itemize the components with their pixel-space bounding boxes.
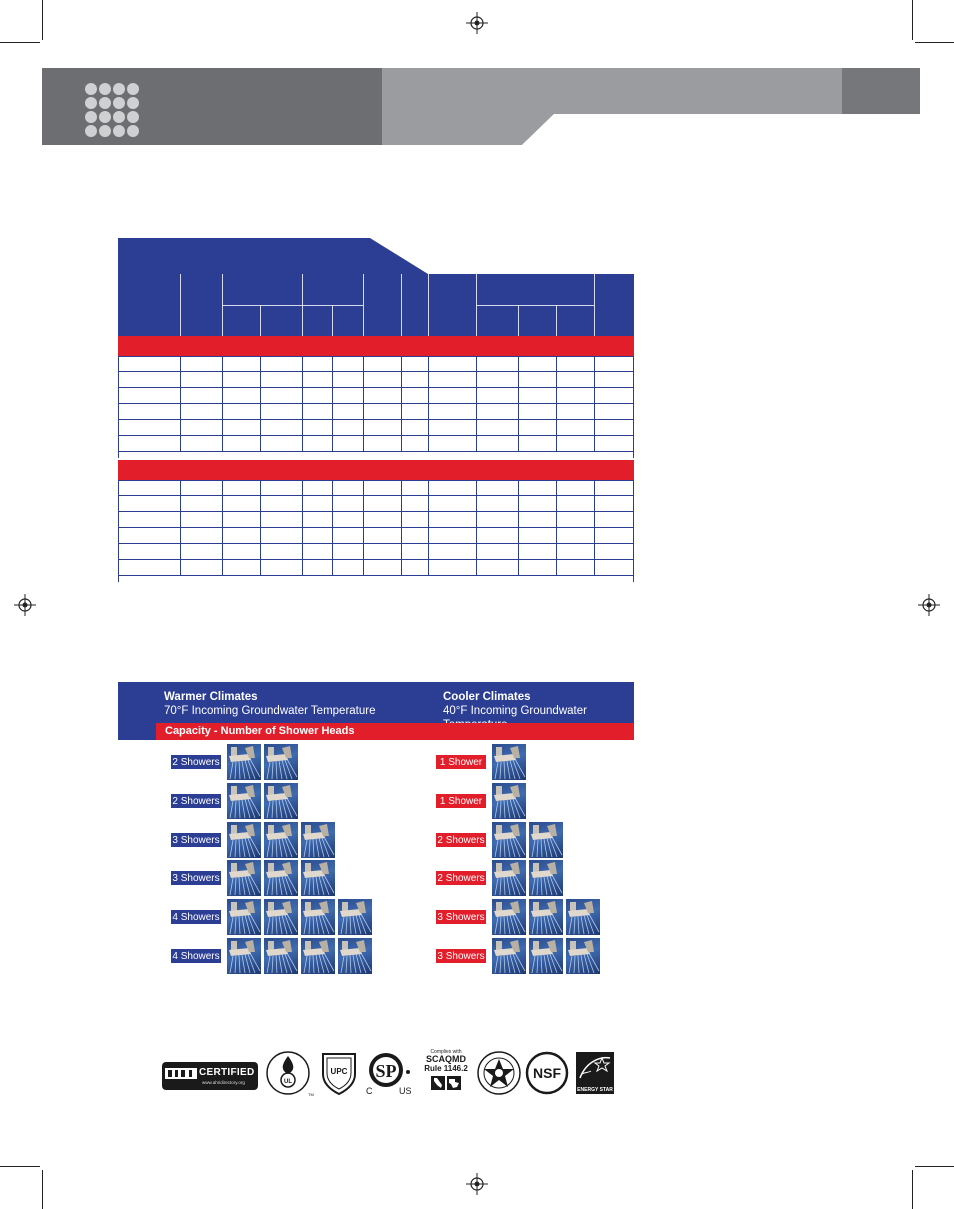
table-cell-divider — [302, 544, 303, 560]
shower-head-icon — [264, 899, 298, 935]
ahri-site: www.ahridirectory.org — [202, 1080, 245, 1085]
climate-header — [118, 682, 634, 723]
table-cell-divider — [556, 544, 557, 560]
warmer-climate-subtitle: 70°F Incoming Groundwater Temperature — [164, 705, 376, 717]
shower-head-icon — [301, 822, 335, 858]
cooler-capacity-row — [435, 822, 635, 858]
table-cell-divider — [476, 496, 477, 512]
table-cell-divider — [222, 357, 223, 373]
table-cell-divider — [332, 496, 333, 512]
table-row — [118, 436, 634, 452]
table-cell-divider — [518, 496, 519, 512]
star-seal-logo — [476, 1050, 522, 1096]
crop-mark — [42, 1170, 43, 1209]
shower-head-icon — [227, 744, 261, 780]
shower-head-icon — [338, 938, 372, 974]
table-cell-divider — [363, 481, 364, 497]
star-seal-icon — [476, 1050, 522, 1096]
table-cell-divider — [594, 372, 595, 388]
table-cell-divider — [260, 560, 261, 576]
table-cell-divider — [302, 436, 303, 452]
table-cell-divider — [332, 357, 333, 373]
table-cell-divider — [518, 357, 519, 373]
table-cell-divider — [260, 404, 261, 420]
table-cell-divider — [594, 420, 595, 436]
scaqmd-line3: Rule 1146.2 — [424, 1064, 468, 1073]
table-cell-divider — [260, 357, 261, 373]
table-cell-divider — [180, 481, 181, 497]
table-row — [118, 480, 634, 496]
table-cell-divider — [302, 496, 303, 512]
cooler-capacity-row — [435, 860, 635, 896]
table-cell-divider — [401, 404, 402, 420]
table-cell-divider — [401, 357, 402, 373]
table-cell-divider — [302, 481, 303, 497]
warmer-shower-count-label: 4 Showers — [170, 909, 222, 925]
scaqmd-logo — [424, 1049, 468, 1099]
table-cell-divider — [260, 481, 261, 497]
table-cell-divider — [594, 481, 595, 497]
table-cell-divider — [180, 544, 181, 560]
table-cell-divider — [428, 388, 429, 404]
table-cell-divider — [401, 560, 402, 576]
table-cell-divider — [476, 420, 477, 436]
table-cell-divider — [332, 512, 333, 528]
shower-head-icon — [529, 822, 563, 858]
table-cell-divider — [556, 528, 557, 544]
spec-table-section-band — [118, 336, 634, 356]
shower-head-icon — [264, 860, 298, 896]
table-row — [118, 544, 634, 560]
table-cell-divider — [401, 436, 402, 452]
table-cell-divider — [518, 372, 519, 388]
table-cell-divider — [518, 528, 519, 544]
table-cell-divider — [428, 372, 429, 388]
table-row — [118, 512, 634, 528]
nsf-seal-icon — [526, 1051, 568, 1095]
crop-mark — [42, 0, 43, 40]
table-cell-divider — [556, 388, 557, 404]
table-cell-divider — [556, 436, 557, 452]
shower-head-icon — [492, 822, 526, 858]
table-cell-divider — [180, 357, 181, 373]
table-cell-divider — [222, 388, 223, 404]
registration-mark-icon — [466, 12, 488, 34]
header-cut-shape — [382, 68, 920, 145]
warmer-capacity-row — [170, 822, 390, 858]
table-cell-divider — [401, 481, 402, 497]
table-cell-divider — [302, 528, 303, 544]
shower-head-icon — [227, 938, 261, 974]
registration-mark-icon — [918, 594, 940, 616]
table-cell-divider — [556, 512, 557, 528]
table-cell-divider — [332, 528, 333, 544]
svg-text:TM: TM — [308, 1092, 314, 1097]
table-cell-divider — [594, 496, 595, 512]
table-cell-divider — [260, 544, 261, 560]
table-cell-divider — [476, 404, 477, 420]
table-cell-divider — [401, 544, 402, 560]
table-cell-divider — [428, 357, 429, 373]
table-cell-divider — [302, 512, 303, 528]
table-cell-divider — [518, 512, 519, 528]
table-cell-divider — [260, 420, 261, 436]
table-cell-divider — [363, 544, 364, 560]
table-cell-divider — [332, 404, 333, 420]
shower-head-icon — [227, 899, 261, 935]
table-cell-divider — [222, 496, 223, 512]
table-cell-divider — [594, 404, 595, 420]
table-cell-divider — [428, 436, 429, 452]
energy-star-logo — [576, 1052, 614, 1094]
table-cell-divider — [260, 512, 261, 528]
crop-mark — [912, 0, 913, 40]
warmer-capacity-row — [170, 783, 390, 819]
table-cell-divider — [556, 420, 557, 436]
spec-table-section-band — [118, 460, 634, 480]
table-cell-divider — [476, 560, 477, 576]
table-row — [118, 372, 634, 388]
table-cell-divider — [180, 388, 181, 404]
shower-head-icon — [227, 783, 261, 819]
scaqmd-line1: Complies with — [430, 1049, 462, 1055]
warmer-capacity-row — [170, 899, 390, 935]
table-cell-divider — [180, 528, 181, 544]
shower-head-icon — [338, 899, 372, 935]
shower-head-icon — [492, 899, 526, 935]
table-cell-divider — [180, 436, 181, 452]
cooler-shower-count-label: 2 Showers — [435, 832, 487, 848]
shower-head-icon — [227, 860, 261, 896]
table-cell-divider — [476, 388, 477, 404]
table-cell-divider — [518, 388, 519, 404]
capacity-band-left — [118, 723, 156, 740]
csa-c-label: C — [366, 1086, 373, 1096]
crop-mark — [0, 1166, 40, 1167]
table-cell-divider — [260, 388, 261, 404]
warmer-climate-title: Warmer Climates — [164, 691, 258, 703]
table-row — [118, 528, 634, 544]
spec-table-title-tab — [118, 238, 430, 274]
table-cell-divider — [428, 404, 429, 420]
upc-shield-icon — [321, 1052, 357, 1096]
table-cell-divider — [302, 372, 303, 388]
table-cell-divider — [518, 420, 519, 436]
csa-us-label: US — [399, 1086, 412, 1096]
table-cell-divider — [556, 496, 557, 512]
table-cell-divider — [518, 404, 519, 420]
ul-certified-logo — [266, 1050, 312, 1098]
warmer-shower-count-label: 2 Showers — [170, 793, 222, 809]
table-cell-divider — [302, 357, 303, 373]
table-cell-divider — [556, 372, 557, 388]
cooler-climate-subtitle: 40°F Incoming Groundwater — [443, 705, 587, 717]
shower-head-icon — [492, 860, 526, 896]
cooler-capacity-row — [435, 899, 635, 935]
warmer-shower-count-label: 3 Showers — [170, 832, 222, 848]
warmer-capacity-row — [170, 860, 390, 896]
table-cell-divider — [428, 420, 429, 436]
cooler-climate-title: Cooler Climates — [443, 691, 531, 703]
table-cell-divider — [363, 512, 364, 528]
table-cell-divider — [222, 560, 223, 576]
cooler-capacity-row — [435, 744, 635, 780]
warmer-climate-label — [164, 690, 376, 718]
table-row — [118, 420, 634, 436]
shower-head-icon — [264, 783, 298, 819]
table-row — [118, 388, 634, 404]
warmer-shower-count-label: 3 Showers — [170, 870, 222, 886]
table-cell-divider — [476, 528, 477, 544]
table-cell-divider — [401, 528, 402, 544]
table-cell-divider — [476, 372, 477, 388]
table-cell-divider — [594, 560, 595, 576]
shower-head-icon — [492, 938, 526, 974]
scaqmd-line2: SCAQMD — [426, 1054, 466, 1064]
capacity-band: Capacity - Number of Shower Heads — [156, 723, 634, 740]
table-cell-divider — [401, 496, 402, 512]
spec-table-rows — [118, 480, 634, 576]
table-cell-divider — [363, 496, 364, 512]
table-cell-divider — [556, 560, 557, 576]
table-row — [118, 404, 634, 420]
table-cell-divider — [594, 544, 595, 560]
table-cell-divider — [363, 404, 364, 420]
table-cell-divider — [260, 372, 261, 388]
table-cell-divider — [594, 436, 595, 452]
crop-mark — [915, 1166, 954, 1167]
table-cell-divider — [180, 404, 181, 420]
svg-text:NSF: NSF — [533, 1065, 561, 1081]
svg-text:SP: SP — [375, 1061, 397, 1081]
warmer-shower-count-label: 4 Showers — [170, 948, 222, 964]
table-cell-divider — [518, 560, 519, 576]
table-cell-divider — [363, 420, 364, 436]
table-cell-divider — [556, 481, 557, 497]
table-cell-divider — [332, 544, 333, 560]
crop-mark — [0, 42, 40, 43]
cooler-shower-count-label: 1 Shower — [435, 793, 487, 809]
table-cell-divider — [594, 357, 595, 373]
table-cell-divider — [363, 357, 364, 373]
table-cell-divider — [476, 544, 477, 560]
nsf-logo — [526, 1051, 568, 1095]
table-cell-divider — [332, 481, 333, 497]
warmer-capacity-row — [170, 938, 390, 974]
table-cell-divider — [594, 388, 595, 404]
table-cell-divider — [302, 404, 303, 420]
state-map-icon — [431, 1076, 461, 1090]
table-cell-divider — [594, 528, 595, 544]
table-cell-divider — [363, 560, 364, 576]
warmer-shower-count-label: 2 Showers — [170, 754, 222, 770]
table-cell-divider — [518, 481, 519, 497]
cooler-shower-count-label: 3 Showers — [435, 909, 487, 925]
registration-mark-icon — [466, 1173, 488, 1195]
svg-text:UPC: UPC — [330, 1067, 348, 1076]
shower-head-icon — [529, 938, 563, 974]
table-cell-divider — [428, 544, 429, 560]
shower-head-icon — [264, 938, 298, 974]
table-cell-divider — [222, 544, 223, 560]
table-cell-divider — [428, 496, 429, 512]
dot-grid-icon — [85, 83, 141, 139]
warmer-capacity-row — [170, 744, 390, 780]
table-cell-divider — [476, 357, 477, 373]
table-cell-divider — [180, 372, 181, 388]
shower-head-icon — [301, 860, 335, 896]
header-page-tab — [842, 68, 920, 114]
spec-table-rows — [118, 356, 634, 452]
table-cell-divider — [260, 496, 261, 512]
shower-head-icon — [264, 744, 298, 780]
table-row — [118, 356, 634, 372]
cooler-shower-count-label: 2 Showers — [435, 870, 487, 886]
table-cell-divider — [363, 436, 364, 452]
table-cell-divider — [401, 372, 402, 388]
table-cell-divider — [556, 357, 557, 373]
table-cell-divider — [260, 528, 261, 544]
crop-mark — [912, 1170, 913, 1209]
cooler-capacity-row — [435, 938, 635, 974]
table-cell-divider — [180, 512, 181, 528]
table-cell-divider — [222, 481, 223, 497]
table-cell-divider — [222, 528, 223, 544]
table-cell-divider — [401, 420, 402, 436]
table-cell-divider — [556, 404, 557, 420]
shower-head-icon — [227, 822, 261, 858]
table-cell-divider — [428, 528, 429, 544]
table-cell-divider — [363, 372, 364, 388]
ahri-certified-logo — [162, 1062, 258, 1090]
spec-table-header — [118, 274, 634, 336]
energy-star-label: ENERGY STAR — [577, 1087, 613, 1093]
table-cell-divider — [518, 436, 519, 452]
table-cell-divider — [428, 481, 429, 497]
table-cell-divider — [222, 404, 223, 420]
table-cell-divider — [428, 560, 429, 576]
ahri-certified-word: CERTIFIED — [199, 1067, 255, 1078]
table-cell-divider — [180, 496, 181, 512]
table-row — [118, 496, 634, 512]
energy-star-icon — [576, 1052, 614, 1086]
table-cell-divider — [428, 512, 429, 528]
table-cell-divider — [260, 436, 261, 452]
cooler-shower-count-label: 1 Shower — [435, 754, 487, 770]
table-cell-divider — [222, 420, 223, 436]
table-cell-divider — [302, 560, 303, 576]
shower-head-icon — [529, 899, 563, 935]
table-cell-divider — [594, 512, 595, 528]
shower-head-icon — [492, 783, 526, 819]
shower-head-icon — [566, 938, 600, 974]
table-cell-divider — [518, 544, 519, 560]
table-cell-divider — [222, 436, 223, 452]
table-cell-divider — [476, 512, 477, 528]
table-cell-divider — [222, 372, 223, 388]
shower-head-icon — [301, 899, 335, 935]
ul-seal-icon — [266, 1050, 312, 1098]
table-cell-divider — [302, 420, 303, 436]
table-cell-divider — [363, 388, 364, 404]
upc-logo — [321, 1052, 357, 1096]
table-cell-divider — [222, 512, 223, 528]
registration-mark-icon — [14, 594, 36, 616]
shower-head-icon — [492, 744, 526, 780]
shower-head-icon — [566, 899, 600, 935]
table-cell-divider — [332, 436, 333, 452]
shower-head-icon — [264, 822, 298, 858]
table-cell-divider — [363, 528, 364, 544]
csa-logo — [366, 1050, 416, 1098]
table-cell-divider — [476, 436, 477, 452]
table-cell-divider — [332, 388, 333, 404]
crop-mark — [915, 42, 954, 43]
table-cell-divider — [180, 420, 181, 436]
table-cell-divider — [332, 560, 333, 576]
table-cell-divider — [401, 388, 402, 404]
table-row — [118, 560, 634, 576]
cooler-capacity-row — [435, 783, 635, 819]
table-cell-divider — [332, 420, 333, 436]
shower-head-icon — [529, 860, 563, 896]
table-cell-divider — [401, 512, 402, 528]
table-cell-divider — [302, 388, 303, 404]
cooler-shower-count-label: 3 Showers — [435, 948, 487, 964]
table-cell-divider — [476, 481, 477, 497]
svg-text:UL: UL — [284, 1079, 292, 1085]
table-cell-divider — [332, 372, 333, 388]
table-cell-divider — [180, 560, 181, 576]
shower-head-icon — [301, 938, 335, 974]
